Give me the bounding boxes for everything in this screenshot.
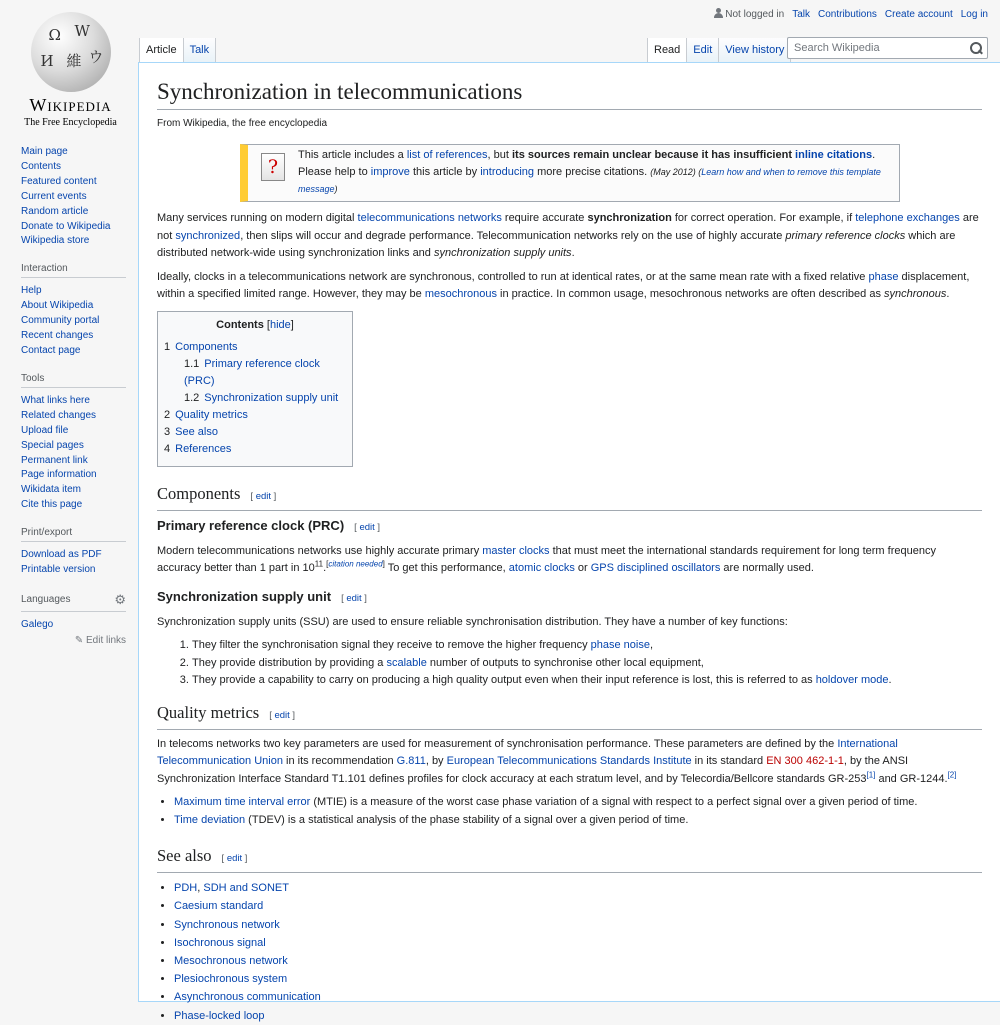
toc-item[interactable] <box>164 356 346 390</box>
personal-tools <box>714 8 988 20</box>
edit-links[interactable] <box>21 635 126 646</box>
sidebar-item-page-information <box>21 468 126 483</box>
link-synchronous-network[interactable]: Synchronous network <box>174 918 280 931</box>
article-content <box>138 62 1000 1022</box>
toc-link[interactable]: See also <box>175 425 218 438</box>
link-master-clocks[interactable]: master clocks <box>482 544 550 557</box>
link-related-changes[interactable]: Related changes <box>21 409 97 421</box>
portal-heading-languages <box>21 592 126 612</box>
interaction-list <box>21 284 126 359</box>
languages-title: Languages <box>21 594 71 606</box>
intro-paragraph-1: Many services running on modern digital telecommunications networks require accurate synchronization for correct operation. For example, if telephone exchanges are not synchronized, then slips will occur and degrade performance. Telecommunication networks rely on the use of highly accurate primary reference clocks which are distributed network-wide using synchronization links and synchronization supply units. <box>157 212 979 260</box>
quality-paragraph: In telecoms networks two key parameters are used for measurement of synchronisation performance. These parameters are defined by the International Telecommunication Union in its recommendation G.811, by European Telecommunications Standards Institute in its standard EN 300 462-1-1, by the ANSI Synchronization Interface Standard T1.101 defines profiles for clock accuracy at each stratum level, and by Telecordia/Bellcore standards GR-253[1] and GR-1244.[2] <box>157 737 957 785</box>
link-caesium-standard[interactable]: Caesium standard <box>174 900 264 913</box>
edit-section-see-also[interactable]: edit <box>226 853 243 865</box>
edit-section-prc[interactable]: edit <box>359 521 375 533</box>
sidebar-item-wikipedia-store <box>21 234 126 249</box>
sidebar-item-galego <box>21 618 126 633</box>
link-mtie[interactable]: Maximum time interval error <box>174 796 311 809</box>
link-asynchronous-communication[interactable]: Asynchronous communication <box>174 991 321 1004</box>
sidebar-item-permanent-link <box>21 454 126 469</box>
tab-edit[interactable]: Edit <box>687 38 719 63</box>
link-community-portal[interactable]: Community portal <box>21 315 100 327</box>
link-phase[interactable]: phase <box>868 270 899 283</box>
sidebar-item-recent-changes <box>21 329 126 344</box>
print-portal <box>21 527 126 578</box>
portal-heading-tools: Tools <box>21 373 126 388</box>
tab-read[interactable]: Read <box>647 38 687 63</box>
list-item: • PDH, SDH and SONET <box>174 879 982 897</box>
edit-section-quality-metrics[interactable]: edit <box>274 709 290 721</box>
sidebar-item-featured-content <box>21 175 126 190</box>
link-permanent-link[interactable]: Permanent link <box>21 454 88 466</box>
link-holdover-mode[interactable]: holdover mode <box>815 674 889 687</box>
interaction-portal <box>21 263 126 359</box>
link-wikipedia-store[interactable]: Wikipedia store <box>21 235 90 247</box>
puzzle-globe-icon: Ω W И 維 ウ <box>31 12 111 92</box>
view-tabs <box>647 38 791 63</box>
link-mesochronous[interactable]: mesochronous <box>424 288 497 301</box>
link-synchronized[interactable]: synchronized <box>175 229 241 242</box>
sidebar-item-related-changes <box>21 409 126 424</box>
gear-icon[interactable]: ⚙ <box>114 591 126 607</box>
sidebar-item-current-events <box>21 190 126 205</box>
link-telephone-exchanges[interactable]: telephone exchanges <box>855 212 960 225</box>
link-random-article[interactable]: Random article <box>21 205 89 217</box>
notice-text: This article includes a list of references, but its sources remain unclear because it has insufficient inline citations. Please help to improve this article by introducing more precise citations. (May 2012) (Learn how and when to remove this template message) <box>298 149 881 195</box>
link-cite-this-page[interactable]: Cite this page <box>21 499 83 511</box>
link-contact-page[interactable]: Contact page <box>21 344 81 356</box>
link-list-of-references[interactable]: list of references <box>406 149 488 162</box>
portal-heading-interaction: Interaction <box>21 263 126 278</box>
logo-wordmark: Wikipedia <box>29 95 112 115</box>
edit-section-components[interactable]: edit <box>255 490 272 502</box>
list-item <box>174 897 982 915</box>
sidebar <box>21 145 126 660</box>
sidebar-item-special-pages <box>21 439 126 454</box>
tab-view-history[interactable]: View history <box>719 38 791 63</box>
link-atomic-clocks[interactable]: atomic clocks <box>508 562 575 575</box>
languages-portal <box>21 592 126 646</box>
question-book-icon: ? <box>261 153 285 181</box>
page-title: Synchronization in telecommunications <box>157 77 982 110</box>
list-item: • Maximum time interval error (MTIE) is a measure of the worst case phase variation of a signal with respect to a perfect signal over a given period of time. <box>174 794 982 812</box>
link-printable-version[interactable]: Printable version <box>21 564 96 576</box>
sidebar-item-what-links-here <box>21 394 126 409</box>
toc-link[interactable]: Primary reference clock (PRC) <box>184 357 320 387</box>
see-also-list <box>157 879 982 1025</box>
list-item <box>174 1007 982 1025</box>
link-sdh-and-sonet[interactable]: SDH and SONET <box>203 882 289 895</box>
not-logged-in: Not logged in <box>714 8 784 20</box>
heading-quality-metrics: Quality metrics [ edit ] <box>157 702 982 730</box>
tab-article[interactable]: Article <box>139 38 184 63</box>
search-box <box>787 37 988 59</box>
sidebar-item-download-as-pdf <box>21 548 126 563</box>
toc-number: 4 <box>164 442 171 455</box>
link-g811[interactable]: G.811 <box>396 755 426 768</box>
link-plesiochronous-system[interactable]: Plesiochronous system <box>174 973 288 986</box>
toc-number: 2 <box>164 408 171 421</box>
sidebar-item-upload-file <box>21 424 126 439</box>
toc-number: 1.2 <box>184 391 200 404</box>
ref-2[interactable]: [2] <box>947 770 957 779</box>
link-itu[interactable]: International Telecommunication Union <box>157 737 898 768</box>
tab-talk[interactable]: Talk <box>184 38 217 63</box>
link-about-wikipedia[interactable]: About Wikipedia <box>21 300 94 312</box>
login-link[interactable]: Log in <box>960 8 988 20</box>
search-icon[interactable] <box>969 41 983 55</box>
sidebar-item-wikidata-item <box>21 483 126 498</box>
link-featured-content[interactable]: Featured content <box>21 175 97 187</box>
link-current-events[interactable]: Current events <box>21 190 87 202</box>
wikipedia-logo[interactable] <box>18 8 123 128</box>
link-introducing[interactable]: introducing <box>480 166 535 179</box>
toc-number: 1.1 <box>184 357 200 370</box>
tools-list <box>21 394 126 513</box>
toc-item[interactable] <box>164 441 346 458</box>
create-account-link[interactable]: Create account <box>884 8 953 20</box>
toc-link[interactable]: Synchronization supply unit <box>204 391 339 404</box>
edit-links-label: Edit links <box>85 634 126 646</box>
navigation-list <box>21 145 126 249</box>
link-time-deviation[interactable]: Time deviation <box>174 813 246 826</box>
user-icon <box>714 8 723 18</box>
link-telecommunications-networks[interactable]: telecommunications networks <box>357 212 502 225</box>
sidebar-item-contents <box>21 160 126 175</box>
sidebar-item-contact-page <box>21 344 126 359</box>
toc-hide-toggle[interactable]: hide <box>269 319 291 332</box>
toc-number: 1 <box>164 340 171 353</box>
link-download-as-pdf[interactable]: Download as PDF <box>21 549 102 561</box>
link-page-information[interactable]: Page information <box>21 469 97 481</box>
link-phase-locked-loop[interactable]: Phase-locked loop <box>174 1009 265 1022</box>
tools-portal <box>21 373 126 513</box>
link-donate-to-wikipedia[interactable]: Donate to Wikipedia <box>21 220 111 232</box>
list-item <box>174 970 982 988</box>
link-isochronous-signal[interactable]: Isochronous signal <box>174 936 266 949</box>
list-item: 2. They provide distribution by providing a scalable number of outputs to synchronise other local equipment, <box>192 655 982 673</box>
search-input[interactable] <box>794 42 959 54</box>
link-main-page[interactable]: Main page <box>21 146 68 157</box>
link-inline-citations[interactable]: inline citations <box>795 149 873 162</box>
toc-item[interactable] <box>164 390 346 407</box>
prc-paragraph: Modern telecommunications networks use highly accurate primary master clocks that must meet the international standards requirement for long term frequency accuracy better than 1 part in $10^{11}.[citation needed]$ To get this performance, atomic clocks or GPS disciplined oscillators are normally used. <box>157 544 936 575</box>
ssu-functions-list <box>157 637 982 690</box>
namespace-tabs <box>139 38 216 63</box>
link-upload-file[interactable]: Upload file <box>21 424 69 436</box>
pencil-icon: ✎ <box>74 634 84 646</box>
link-learn-remove-template[interactable]: Learn how and when to remove this template message <box>298 167 881 195</box>
toc-list <box>164 339 346 458</box>
table-of-contents <box>157 311 353 466</box>
toc-link[interactable]: Components <box>175 340 238 353</box>
toc-item[interactable] <box>164 424 346 441</box>
link-improve[interactable]: improve <box>370 166 410 179</box>
link-contents[interactable]: Contents <box>21 160 62 172</box>
sidebar-item-community-portal <box>21 314 126 329</box>
toc-item[interactable] <box>164 339 346 356</box>
toc-item[interactable] <box>164 407 346 424</box>
link-mesochronous-network[interactable]: Mesochronous network <box>174 955 288 968</box>
link-gps-disciplined-oscillators[interactable]: GPS disciplined oscillators <box>590 562 721 575</box>
toc-link[interactable]: Quality metrics <box>175 408 248 421</box>
portal-heading-print: Print/export <box>21 527 126 542</box>
print-list <box>21 548 126 578</box>
sidebar-item-cite-this-page <box>21 498 126 513</box>
link-citation-needed[interactable]: citation needed <box>328 559 383 569</box>
contributions-link[interactable]: Contributions <box>818 8 877 20</box>
list-item: 3. They provide a capability to carry on producing a high quality output even when their input reference is lost, this is referred to as holdover mode. <box>192 672 982 690</box>
link-what-links-here[interactable]: What links here <box>21 394 90 406</box>
list-item <box>174 952 982 970</box>
heading-ssu: Synchronization supply unit [ edit ] <box>157 588 367 604</box>
navigation-portal <box>21 145 126 249</box>
sidebar-item-printable-version <box>21 563 126 578</box>
toc-link[interactable]: References <box>175 442 232 455</box>
language-list <box>21 618 126 633</box>
refimprove-notice <box>240 144 900 202</box>
link-scalable[interactable]: scalable <box>386 656 427 669</box>
heading-prc: Primary reference clock (PRC) [ edit ] <box>157 517 381 533</box>
toc-title: Contents [hide] <box>216 319 294 332</box>
link-phase-noise[interactable]: phase noise <box>590 639 650 652</box>
list-item <box>174 916 982 934</box>
quality-metrics-list <box>157 794 982 829</box>
ssu-paragraph: Synchronization supply units (SSU) are used to ensure reliable synchronisation distribution. They have a number of key functions: <box>157 615 788 628</box>
heading-see-also: See also [ edit ] <box>157 845 982 873</box>
list-item <box>174 988 982 1006</box>
list-item: • Time deviation (TDEV) is a statistical analysis of the phase stability of a signal over a given period of time. <box>174 812 982 830</box>
heading-components: Components [ edit ] <box>157 483 982 511</box>
site-tagline: From Wikipedia, the free encyclopedia <box>157 118 328 129</box>
link-help[interactable]: Help <box>21 285 42 297</box>
link-etsi[interactable]: European Telecommunications Standards Institute <box>446 755 692 768</box>
link-pdh[interactable]: PDH <box>174 882 198 895</box>
link-en-300-462-1-1[interactable]: EN 300 462-1-1 <box>766 755 844 768</box>
logo-tagline: The Free Encyclopedia <box>24 117 117 128</box>
sidebar-item-help <box>21 284 126 299</box>
link-special-pages[interactable]: Special pages <box>21 439 84 451</box>
intro-paragraph-2: Ideally, clocks in a telecommunications network are synchronous, controlled to run at identical rates, or at the same mean rate with a fixed relative phase displacement, within a specified limited range. However, they may be mesochronous in practice. In common usage, mesochronous networks are often described as synchronous. <box>157 270 970 301</box>
toc-number: 3 <box>164 425 171 438</box>
sidebar-item-main-page <box>21 145 126 160</box>
link-wikidata-item[interactable]: Wikidata item <box>21 484 82 496</box>
talk-link[interactable]: Talk <box>792 8 810 20</box>
edit-section-ssu[interactable]: edit <box>346 592 362 604</box>
sidebar-item-random-article <box>21 205 126 220</box>
list-item <box>174 934 982 952</box>
link-galego[interactable]: Galego <box>21 618 54 630</box>
sidebar-item-about-wikipedia <box>21 299 126 314</box>
list-item: 1. They filter the synchronisation signal they receive to remove the higher frequency phase noise, <box>192 637 982 655</box>
sidebar-item-donate-to-wikipedia <box>21 220 126 235</box>
link-recent-changes[interactable]: Recent changes <box>21 330 94 342</box>
ref-1[interactable]: [1] <box>866 770 876 779</box>
